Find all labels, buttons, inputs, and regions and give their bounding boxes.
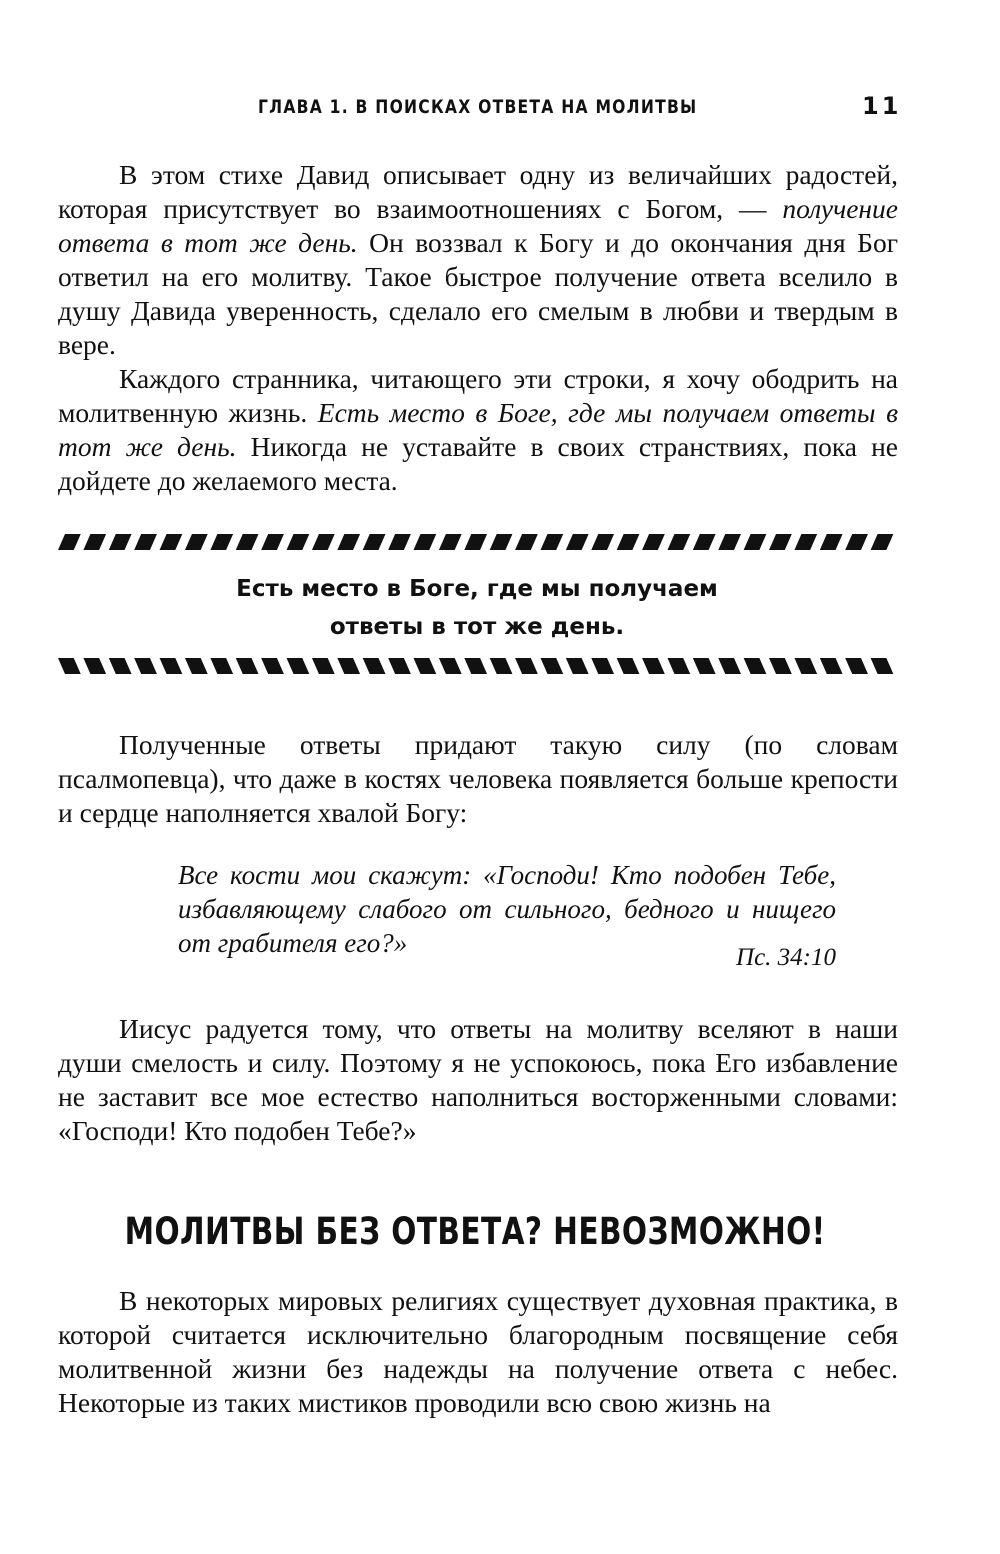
stripe-segment xyxy=(820,658,843,674)
stripe-segment xyxy=(58,534,81,550)
stripe-segment xyxy=(464,534,487,550)
stripe-segment xyxy=(845,658,868,674)
stripe-segment xyxy=(718,534,741,550)
emphasis-text: получение ответа в тот же день. xyxy=(58,193,898,258)
stripe-segment xyxy=(134,534,157,550)
stripe-segment xyxy=(210,534,233,550)
stripe-segment xyxy=(83,658,106,674)
stripe-segment xyxy=(642,658,665,674)
stripe-segment xyxy=(464,658,487,674)
stripe-segment xyxy=(871,658,894,674)
stripe-segment xyxy=(845,534,868,550)
stripe-segment xyxy=(769,534,792,550)
stripe-segment xyxy=(820,534,843,550)
stripe-segment xyxy=(769,658,792,674)
stripe-segment xyxy=(287,658,310,674)
stripe-segment xyxy=(160,658,183,674)
page-number: 11 xyxy=(862,92,902,120)
callout-quote xyxy=(58,570,896,646)
stripe-segment xyxy=(566,658,589,674)
paragraph: В некоторых мировых религиях существует духовная практика, в которой считается исключительно благородным посвящение себя молитвенной жизни без надежды на получение ответа с небес. Некоторые из таких мистиков проводили всю свою жизнь на xyxy=(58,1285,898,1418)
paragraph: Иисус радуется тому, что ответы на молитву вселяют в наши души смелость и силу. Поэтому я не успокоюсь, пока Его избавление не заставит все мое естество наполниться восторженными словами: «Господи! Кто подобен Тебе?» xyxy=(58,1013,898,1146)
stripe-segment xyxy=(388,534,411,550)
stripe-segment xyxy=(617,534,640,550)
stripe-segment xyxy=(794,658,817,674)
stripe-segment xyxy=(693,658,716,674)
stripe-segment xyxy=(667,658,690,674)
section-heading-text: МОЛИТВЫ БЕЗ ОТВЕТА? НЕВОЗМОЖНО! xyxy=(124,1210,826,1253)
stripe-segment xyxy=(414,658,437,674)
stripe-segment xyxy=(287,534,310,550)
stripe-segment xyxy=(337,534,360,550)
text-run: Каждого странника, читающего эти строки, я хочу ободрить на молитвенную жизнь. xyxy=(58,363,898,428)
stripe-segment xyxy=(490,658,513,674)
stripe-segment xyxy=(667,534,690,550)
stripe-segment xyxy=(718,658,741,674)
body-text-religions xyxy=(58,1284,898,1420)
stripe-segment xyxy=(871,534,894,550)
stripe-segment xyxy=(337,658,360,674)
stripe-segment xyxy=(439,658,462,674)
running-head: ГЛАВА 1. В ПОИСКАХ ОТВЕТА НА МОЛИТВЫ xyxy=(258,96,698,118)
stripe-segment xyxy=(312,534,335,550)
body-text-jesus xyxy=(58,1012,898,1148)
stripe-segment xyxy=(540,658,563,674)
callout-line: Есть место в Боге, где мы получаем xyxy=(236,576,718,602)
text-run: Он воззвал к Богу и до окончания дня Бог ответил на его молитву. Такое быстрое получение ответа вселило в душу Давида уверенность, сделало его смелым в любви и твердым в вере. xyxy=(58,227,898,360)
stripe-segment xyxy=(591,658,614,674)
stripe-segment xyxy=(388,658,411,674)
stripe-segment xyxy=(540,534,563,550)
body-text-psalmist xyxy=(58,728,898,830)
stripe-segment xyxy=(490,534,513,550)
stripe-segment xyxy=(794,534,817,550)
stripe-segment xyxy=(58,658,81,674)
callout-line: ответы в тот же день. xyxy=(329,614,625,640)
callout-stripe-bottom xyxy=(58,658,896,674)
section-heading xyxy=(0,1210,950,1253)
paragraph: Полученные ответы придают такую силу (по словам псалмопевца), что даже в костях человека появляется больше крепости и сердце наполняется хвалой Богу: xyxy=(58,729,898,828)
stripe-segment xyxy=(185,658,208,674)
stripe-segment xyxy=(642,534,665,550)
paragraph xyxy=(58,362,898,498)
stripe-segment xyxy=(261,534,284,550)
stripe-segment xyxy=(439,534,462,550)
paragraph xyxy=(58,158,898,362)
scripture-quote: Все кости мои скажут: «Господи! Кто подобен Тебе, избавляющему слабого от сильного, бедного и нищего от грабителя его?» xyxy=(178,860,836,958)
stripe-segment xyxy=(744,534,767,550)
stripe-segment xyxy=(210,658,233,674)
stripe-segment xyxy=(83,534,106,550)
stripe-segment xyxy=(617,658,640,674)
stripe-segment xyxy=(566,534,589,550)
text-run: Никогда не уставайте в своих странствиях, пока не дойдете до желаемого места. xyxy=(58,431,898,496)
stripe-segment xyxy=(109,534,132,550)
scripture-reference: Пс. 34:10 xyxy=(736,944,836,971)
stripe-segment xyxy=(515,534,538,550)
text-run: В этом стихе Давид описывает одну из величайших радостей, которая присутствует во взаимоотношениях с Богом, — xyxy=(58,159,898,224)
stripe-segment xyxy=(185,534,208,550)
stripe-segment xyxy=(591,534,614,550)
stripe-segment xyxy=(515,658,538,674)
stripe-segment xyxy=(160,534,183,550)
stripe-segment xyxy=(236,658,259,674)
stripe-segment xyxy=(414,534,437,550)
stripe-segment xyxy=(363,658,386,674)
stripe-segment xyxy=(693,534,716,550)
callout-stripe-top xyxy=(58,534,896,550)
body-text-intro xyxy=(58,158,898,498)
stripe-segment xyxy=(261,658,284,674)
stripe-segment xyxy=(744,658,767,674)
stripe-segment xyxy=(134,658,157,674)
stripe-segment xyxy=(236,534,259,550)
stripe-segment xyxy=(312,658,335,674)
emphasis-text: Есть место в Боге, где мы получаем ответы в тот же день. xyxy=(58,397,899,462)
stripe-segment xyxy=(109,658,132,674)
stripe-segment xyxy=(363,534,386,550)
